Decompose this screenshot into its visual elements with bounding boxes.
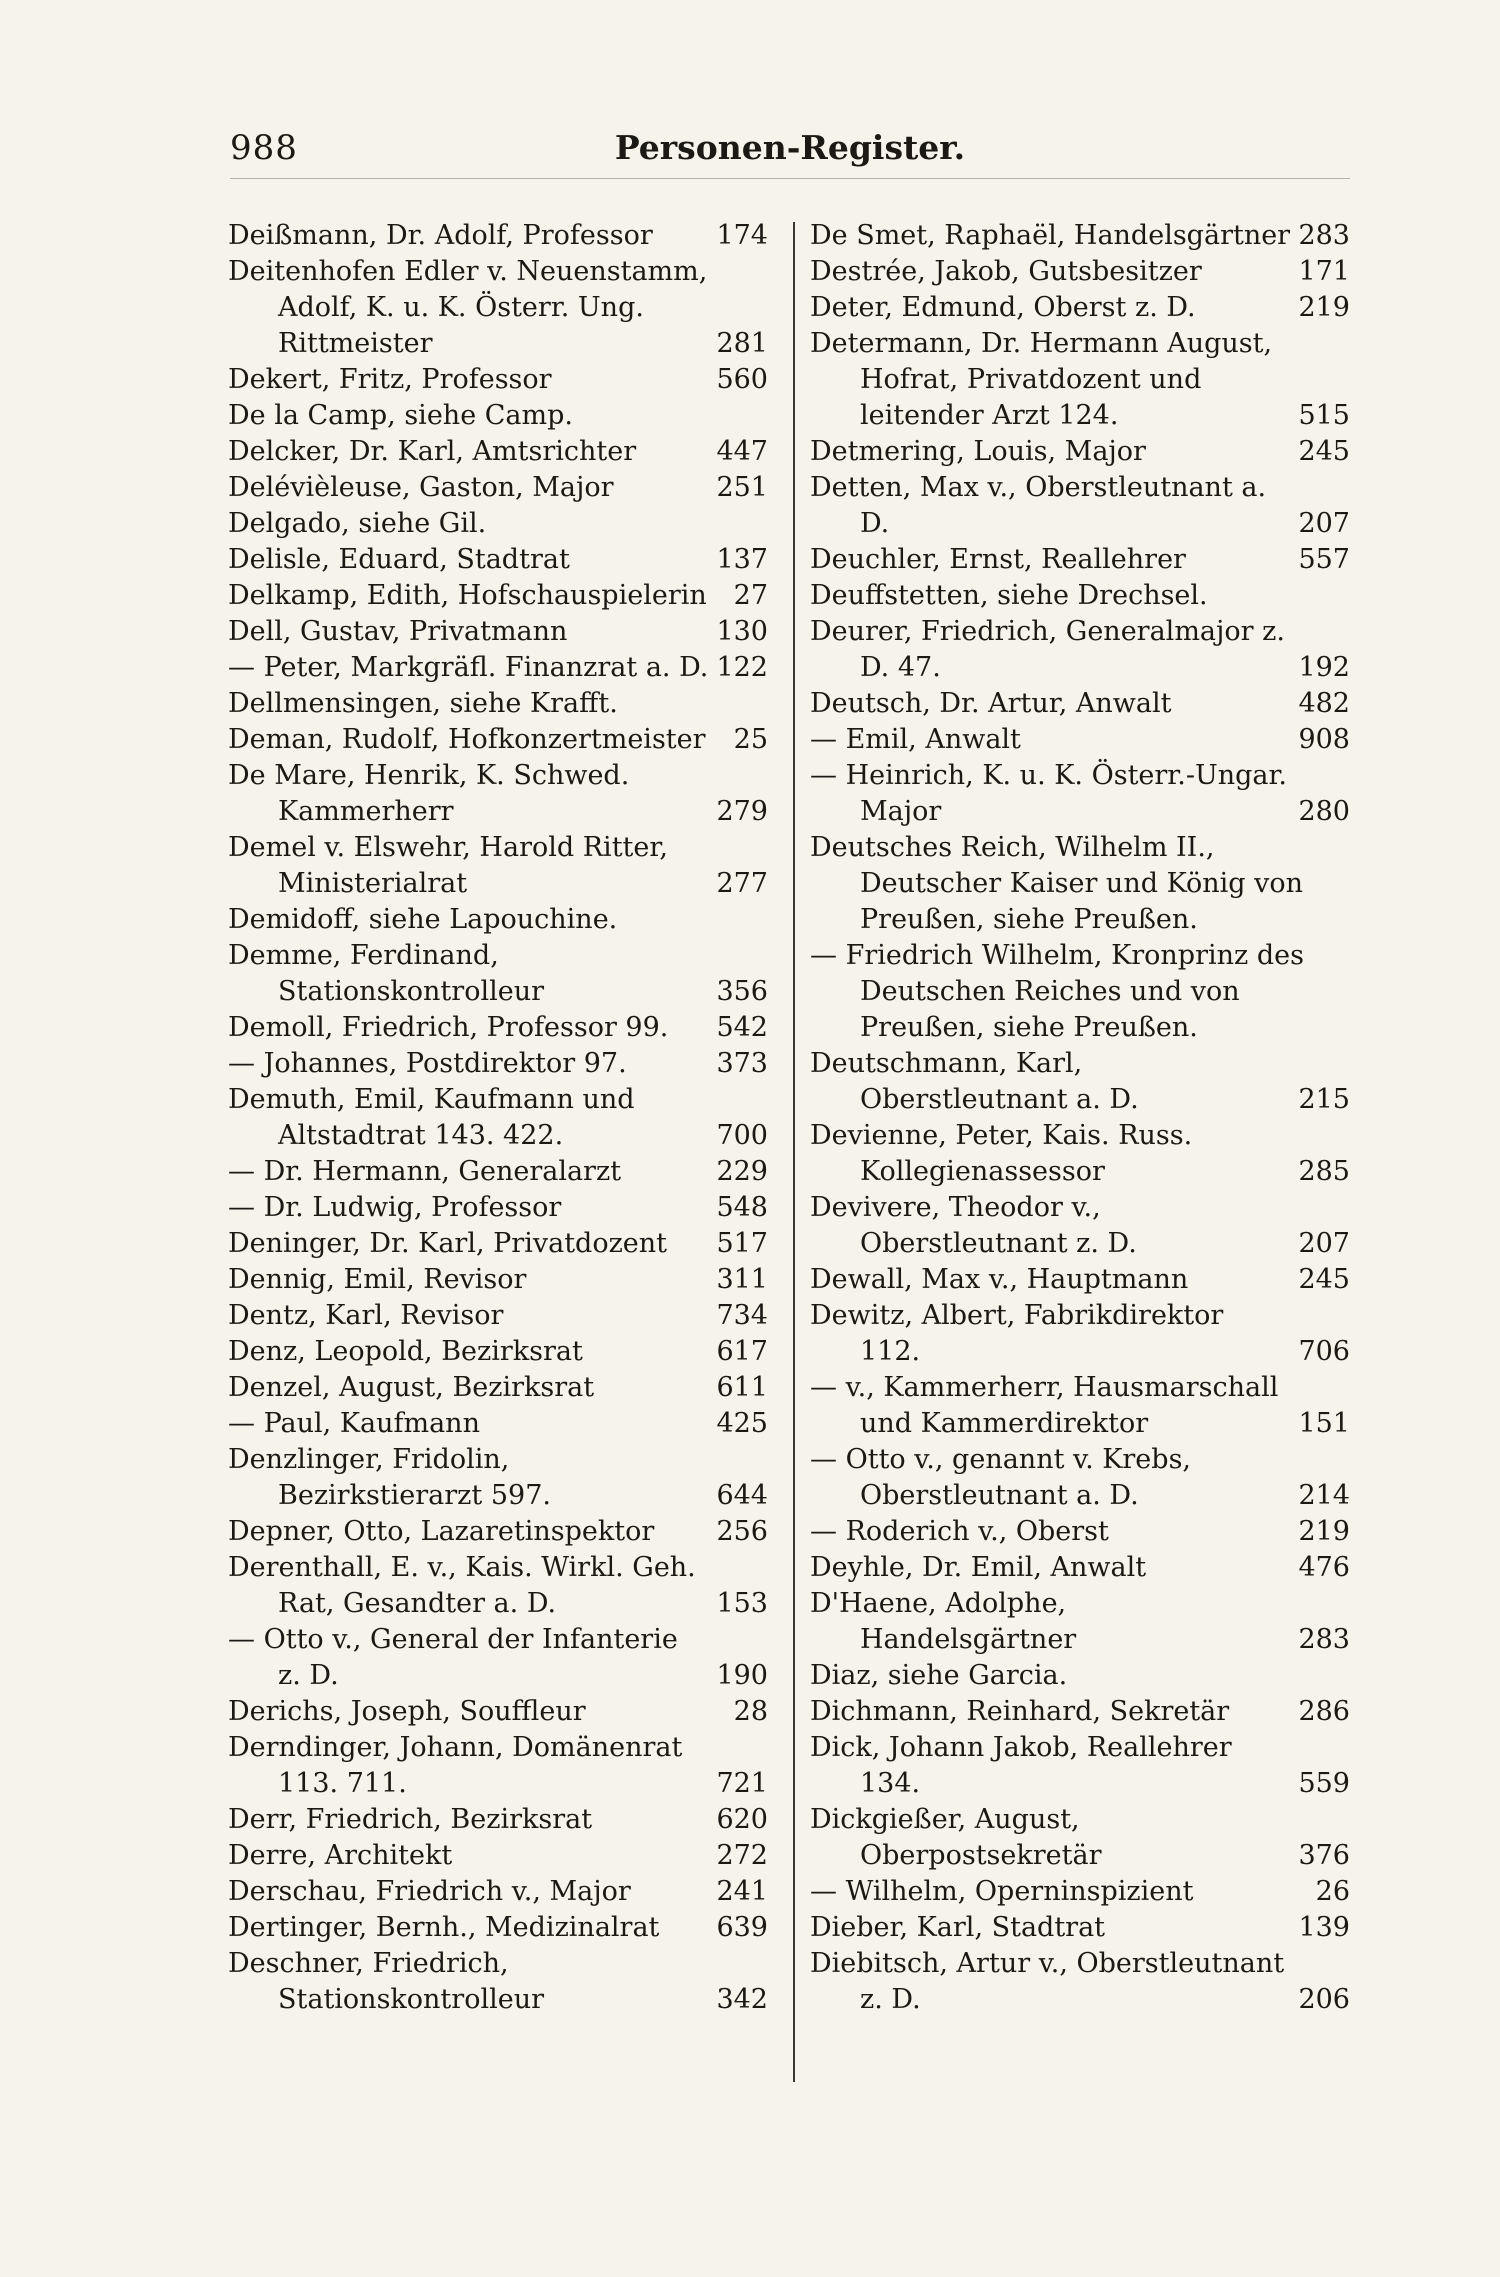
entry-pages: 245 [1298, 436, 1350, 467]
entry-pages: 721 [716, 1768, 768, 1799]
register-entry [810, 1442, 1350, 1514]
entry-pages: 286 [1298, 1696, 1350, 1727]
register-entry [810, 938, 1350, 1046]
entry-name: — Dr. Ludwig, Professor [228, 1192, 562, 1223]
entry-name: Derichs, Joseph, Souffleur [228, 1696, 586, 1727]
entry-pages: 908 [1298, 724, 1350, 755]
entry-pages: 130 [716, 616, 768, 647]
page-header [230, 128, 1350, 174]
entry-name: Deyhle, Dr. Emil, Anwalt [810, 1552, 1147, 1583]
register-entry [228, 1298, 768, 1334]
entry-name: Deurer, Friedrich, Generalmajor z. D. 47. [810, 616, 1285, 683]
entry-pages: 706 [1298, 1336, 1350, 1367]
entry-name: Detmering, Louis, Major [810, 436, 1146, 467]
entry-pages: 272 [716, 1840, 768, 1871]
entry-pages: 215 [1298, 1084, 1350, 1115]
register-entry [228, 362, 768, 398]
register-entry [228, 1262, 768, 1298]
entry-name: Diebitsch, Artur v., Oberstleutnant z. D. [810, 1948, 1285, 2015]
entry-name: Demoll, Friedrich, Professor 99. [228, 1012, 669, 1043]
register-entry [228, 1010, 768, 1046]
entry-pages: 122 [716, 652, 768, 683]
entry-name: Delisle, Eduard, Stadtrat [228, 544, 570, 575]
register-entry [810, 290, 1350, 326]
register-entry [228, 938, 768, 1010]
register-entry [228, 578, 768, 614]
entry-pages: 206 [1298, 1984, 1350, 2015]
entry-name: Demme, Ferdinand, Stationskontrolleur [228, 940, 544, 1007]
entry-pages: 644 [716, 1480, 768, 1511]
entry-name: Denz, Leopold, Bezirksrat [228, 1336, 583, 1367]
right-column [810, 218, 1350, 2018]
entry-name: Derndinger, Johann, Domänenrat 113. 711. [228, 1732, 683, 1799]
register-entry [810, 1262, 1350, 1298]
register-entry [228, 1226, 768, 1262]
entry-name: — v., Kammerherr, Hausmarschall und Kammerdirektor [810, 1372, 1279, 1439]
entry-pages: 476 [1298, 1552, 1350, 1583]
register-entry [228, 470, 768, 506]
entry-name: Deninger, Dr. Karl, Privatdozent [228, 1228, 668, 1259]
entry-pages: 256 [716, 1516, 768, 1547]
entry-name: Deuffstetten, siehe Drechsel. [810, 580, 1208, 611]
entry-pages: 241 [716, 1876, 768, 1907]
entry-pages: 192 [1298, 652, 1350, 683]
entry-name: Depner, Otto, Lazaretinspektor [228, 1516, 655, 1547]
entry-pages: 617 [716, 1336, 768, 1367]
entry-pages: 251 [716, 472, 768, 503]
entry-pages: 28 [733, 1696, 768, 1727]
register-entry [228, 1838, 768, 1874]
register-entry [810, 1586, 1350, 1658]
entry-pages: 277 [716, 868, 768, 899]
entry-pages: 482 [1298, 688, 1350, 719]
register-entry [228, 1370, 768, 1406]
entry-name: Dichmann, Reinhard, Sekretär [810, 1696, 1230, 1727]
entry-pages: 611 [716, 1372, 768, 1403]
register-entry [810, 434, 1350, 470]
register-entry [228, 1946, 768, 2018]
entry-pages: 548 [716, 1192, 768, 1223]
entry-pages: 279 [716, 796, 768, 827]
register-entry [228, 1154, 768, 1190]
register-entry [810, 1694, 1350, 1730]
entry-name: Dickgießer, August, Oberpostsekretär [810, 1804, 1102, 1871]
entry-pages: 174 [716, 220, 768, 251]
entry-name: Deschner, Friedrich, Stationskontrolleur [228, 1948, 544, 2015]
register-entry [228, 614, 768, 650]
entry-name: — Roderich v., Oberst [810, 1516, 1109, 1547]
entry-pages: 219 [1298, 292, 1350, 323]
entry-pages: 700 [716, 1120, 768, 1151]
entry-pages: 190 [716, 1660, 768, 1691]
entry-pages: 283 [1298, 220, 1350, 251]
entry-name: Derenthall, E. v., Kais. Wirkl. Geh. Rat, Gesandter a. D. [228, 1552, 696, 1619]
entry-pages: 734 [716, 1300, 768, 1331]
entry-pages: 229 [716, 1156, 768, 1187]
register-entry [810, 1046, 1350, 1118]
entry-name: — Dr. Hermann, Generalarzt [228, 1156, 622, 1187]
register-entry [810, 1298, 1350, 1370]
entry-pages: 153 [716, 1588, 768, 1619]
entry-name: De Mare, Henrik, K. Schwed. Kammerherr [228, 760, 630, 827]
page-number: 988 [230, 128, 298, 168]
register-entry [810, 722, 1350, 758]
entry-name: — Friedrich Wilhelm, Kronprinz des Deutschen Reiches und von Preußen, siehe Preußen. [810, 940, 1304, 1043]
entry-name: De Smet, Raphaël, Handelsgärtner [810, 220, 1291, 251]
entry-pages: 639 [716, 1912, 768, 1943]
entry-name: Dentz, Karl, Revisor [228, 1300, 504, 1331]
register-entry [228, 722, 768, 758]
entry-name: Derschau, Friedrich v., Major [228, 1876, 631, 1907]
register-entry [228, 434, 768, 470]
entry-name: Dertinger, Bernh., Medizinalrat [228, 1912, 660, 1943]
column-divider [793, 222, 795, 2082]
entry-pages: 171 [1298, 256, 1350, 287]
left-column [228, 218, 768, 2018]
entry-pages: 281 [716, 328, 768, 359]
register-entry [810, 254, 1350, 290]
entry-pages: 207 [1298, 1228, 1350, 1259]
register-entry [810, 218, 1350, 254]
register-entry [810, 1118, 1350, 1190]
entry-name: Dieber, Karl, Stadtrat [810, 1912, 1106, 1943]
entry-pages: 219 [1298, 1516, 1350, 1547]
entry-pages: 139 [1298, 1912, 1350, 1943]
entry-pages: 542 [716, 1012, 768, 1043]
register-entry [810, 470, 1350, 542]
entry-pages: 560 [716, 364, 768, 395]
entry-pages: 342 [716, 1984, 768, 2015]
entry-name: Denzel, August, Bezirksrat [228, 1372, 595, 1403]
entry-name: Dell, Gustav, Privatmann [228, 616, 568, 647]
entry-name: Delcker, Dr. Karl, Amtsrichter [228, 436, 637, 467]
register-entry [810, 614, 1350, 686]
register-entry [228, 254, 768, 362]
register-entry [228, 1406, 768, 1442]
entry-pages: 376 [1298, 1840, 1350, 1871]
entry-pages: 557 [1298, 544, 1350, 575]
entry-pages: 373 [716, 1048, 768, 1079]
entry-pages: 447 [716, 436, 768, 467]
entry-name: — Emil, Anwalt [810, 724, 1021, 755]
entry-name: Deutsches Reich, Wilhelm II., Deutscher Kaiser und König von Preußen, siehe Preußen. [810, 832, 1304, 935]
entry-pages: 356 [716, 976, 768, 1007]
register-entry [810, 1550, 1350, 1586]
register-entry [810, 1658, 1350, 1694]
register-entry [228, 1550, 768, 1622]
entry-name: Deuchler, Ernst, Reallehrer [810, 544, 1186, 575]
register-entry [228, 398, 768, 434]
register-entry [228, 1694, 768, 1730]
entry-pages: 559 [1298, 1768, 1350, 1799]
header-rule [230, 178, 1350, 179]
entry-name: — Paul, Kaufmann [228, 1408, 480, 1439]
entry-pages: 283 [1298, 1624, 1350, 1655]
entry-name: Demidoff, siehe Lapouchine. [228, 904, 618, 935]
register-entry [228, 1910, 768, 1946]
register-entry [228, 1874, 768, 1910]
entry-pages: 515 [1298, 400, 1350, 431]
entry-name: Deman, Rudolf, Hofkonzertmeister [228, 724, 706, 755]
entry-name: — Otto v., genannt v. Krebs, Oberstleutnant a. D. [810, 1444, 1192, 1511]
register-entry [810, 830, 1350, 938]
entry-pages: 245 [1298, 1264, 1350, 1295]
entry-name: Demel v. Elswehr, Harold Ritter, Ministerialrat [228, 832, 668, 899]
register-entry [228, 1046, 768, 1082]
register-entry [228, 1442, 768, 1514]
register-entry [810, 1514, 1350, 1550]
entry-name: Derr, Friedrich, Bezirksrat [228, 1804, 593, 1835]
entry-name: Devienne, Peter, Kais. Russ. Kollegienassessor [810, 1120, 1193, 1187]
entry-name: Delgado, siehe Gil. [228, 508, 487, 539]
entry-name: Dewitz, Albert, Fabrikdirektor 112. [810, 1300, 1224, 1367]
entry-name: — Heinrich, K. u. K. Österr.-Ungar. Major [810, 760, 1287, 827]
entry-pages: 27 [733, 580, 768, 611]
entry-name: Dennig, Emil, Revisor [228, 1264, 527, 1295]
register-entry [228, 1730, 768, 1802]
register-entry [228, 1190, 768, 1226]
entry-pages: 311 [716, 1264, 768, 1295]
entry-name: Deutsch, Dr. Artur, Anwalt [810, 688, 1172, 719]
entry-pages: 517 [716, 1228, 768, 1259]
running-title: Personen-Register. [614, 128, 966, 167]
entry-pages: 137 [716, 544, 768, 575]
register-entry [810, 686, 1350, 722]
register-entry [810, 542, 1350, 578]
entry-name: Denzlinger, Fridolin, Bezirkstierarzt 597. [228, 1444, 551, 1511]
entry-pages: 151 [1298, 1408, 1350, 1439]
entry-name: Deutschmann, Karl, Oberstleutnant a. D. [810, 1048, 1139, 1115]
register-entry [228, 506, 768, 542]
entry-name: Deter, Edmund, Oberst z. D. [810, 292, 1196, 323]
register-entry [810, 578, 1350, 614]
register-entry [228, 1334, 768, 1370]
register-entry [228, 650, 768, 686]
entry-pages: 207 [1298, 508, 1350, 539]
register-entry [810, 758, 1350, 830]
register-entry [228, 1514, 768, 1550]
entry-name: Detten, Max v., Oberstleutnant a. D. [810, 472, 1267, 539]
entry-name: Delkamp, Edith, Hofschauspielerin [228, 580, 707, 611]
register-entry [228, 1802, 768, 1838]
register-entry [228, 758, 768, 830]
entry-name: Determann, Dr. Hermann August, Hofrat, Privatdozent und leitender Arzt 124. [810, 328, 1273, 431]
register-entry [810, 326, 1350, 434]
entry-name: Diaz, siehe Garcia. [810, 1660, 1068, 1691]
register-entry [810, 1946, 1350, 2018]
entry-pages: 285 [1298, 1156, 1350, 1187]
entry-name: Demuth, Emil, Kaufmann und Altstadtrat 143. 422. [228, 1084, 635, 1151]
entry-pages: 280 [1298, 796, 1350, 827]
entry-pages: 425 [716, 1408, 768, 1439]
entry-pages: 214 [1298, 1480, 1350, 1511]
register-entry [228, 542, 768, 578]
entry-pages: 25 [733, 724, 768, 755]
entry-name: Dellmensingen, siehe Krafft. [228, 688, 618, 719]
entry-pages: 26 [1315, 1876, 1350, 1907]
entry-pages: 620 [716, 1804, 768, 1835]
register-entry [228, 1082, 768, 1154]
register-entry [810, 1370, 1350, 1442]
register-entry [228, 1622, 768, 1694]
entry-name: Delévièleuse, Gaston, Major [228, 472, 614, 503]
entry-name: Deitenhofen Edler v. Neuenstamm, Adolf, K. u. K. Österr. Ung. Rittmeister [228, 256, 708, 359]
entry-name: — Otto v., General der Infanterie z. D. [228, 1624, 678, 1691]
entry-name: Dick, Johann Jakob, Reallehrer 134. [810, 1732, 1232, 1799]
entry-name: Destrée, Jakob, Gutsbesitzer [810, 256, 1202, 287]
register-entry [810, 1802, 1350, 1874]
register-entry [228, 902, 768, 938]
entry-name: — Johannes, Postdirektor 97. [228, 1048, 627, 1079]
entry-name: Deißmann, Dr. Adolf, Professor [228, 220, 653, 251]
register-entry [810, 1910, 1350, 1946]
entry-name: Derre, Architekt [228, 1840, 453, 1871]
register-entry [810, 1190, 1350, 1262]
register-entry [228, 830, 768, 902]
entry-name: Devivere, Theodor v., Oberstleutnant z. D. [810, 1192, 1137, 1259]
register-entry [810, 1874, 1350, 1910]
entry-name: D'Haene, Adolphe, Handelsgärtner [810, 1588, 1077, 1655]
register-entry [810, 1730, 1350, 1802]
entry-name: — Wilhelm, Operninspizient [810, 1876, 1194, 1907]
entry-name: Dewall, Max v., Hauptmann [810, 1264, 1189, 1295]
entry-name: De la Camp, siehe Camp. [228, 400, 573, 431]
entry-name: Dekert, Fritz, Professor [228, 364, 552, 395]
register-entry [228, 218, 768, 254]
register-entry [228, 686, 768, 722]
entry-name: — Peter, Markgräfl. Finanzrat a. D. [228, 652, 709, 683]
